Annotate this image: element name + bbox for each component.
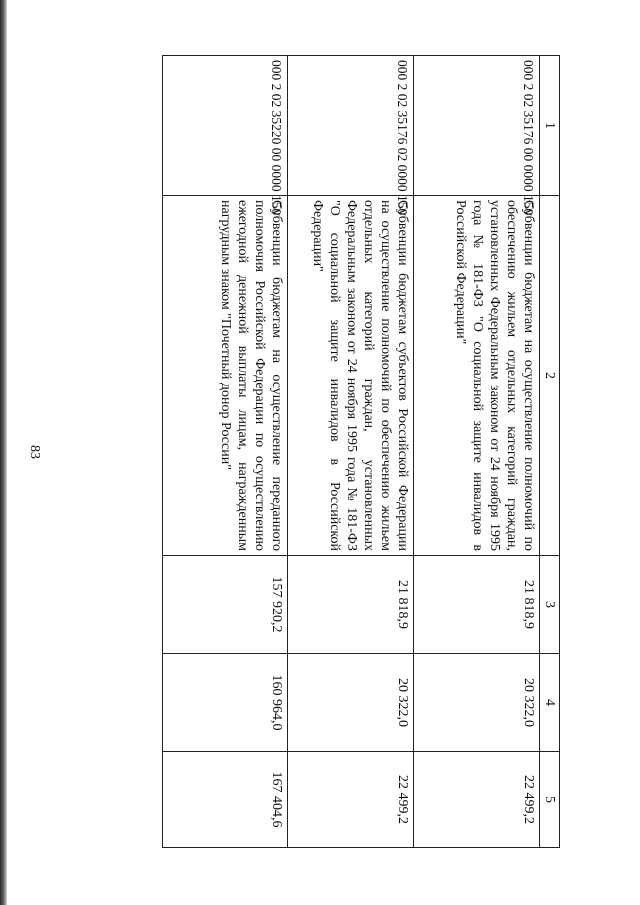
- row-value-col5: 22 499,2: [414, 752, 540, 848]
- table-row: [163, 56, 288, 848]
- row-name: Субвенции бюджетам на осуществление полномочий по обеспечению жильем отдельных категорий граждан, установленных Федеральным законом от 24 ноября 1995 года № 181-ФЗ "О социальной защите инвалидов в Российской Федерации": [414, 196, 540, 556]
- row-value-col5: 22 499,2: [288, 752, 414, 848]
- header-col-4: 4: [540, 654, 560, 752]
- header-col-3: 3: [540, 556, 560, 654]
- header-col-5: 5: [540, 752, 560, 848]
- header-col-1: 1: [540, 56, 560, 196]
- row-value-col5: 167 404,6: [163, 752, 288, 848]
- header-col-2: 2: [540, 196, 560, 556]
- row-code: 000 2 02 35176 00 0000 150: [414, 56, 540, 196]
- page-number: 83: [27, 445, 42, 459]
- row-value-col3: 21 818,9: [414, 556, 540, 654]
- row-code: 000 2 02 35220 00 0000 150: [163, 56, 288, 196]
- row-value-col3: 21 818,9: [288, 556, 414, 654]
- scan-edge-shadow: [0, 0, 7, 905]
- row-value-col4: 20 322,0: [414, 654, 540, 752]
- table-row: [288, 56, 414, 848]
- row-name: Субвенции бюджетам субъектов Российской Федерации на осуществление полномочий по обеспечению жильем отдельных категорий граждан, установленных Федеральным законом от 24 ноября 1995 года № 181-ФЗ "О социальной защите инвалидов в Российской Федерации": [288, 196, 414, 556]
- rotated-table-container: [80, 55, 560, 847]
- row-code: 000 2 02 35176 02 0000 150: [288, 56, 414, 196]
- row-value-col3: 157 920,2: [163, 556, 288, 654]
- row-value-col4: 20 322,0: [288, 654, 414, 752]
- header-row: [540, 56, 560, 848]
- row-name: Субвенции бюджетам на осуществление переданного полномочия Российской Федерации по осуществлению ежегодной денежной выплаты лицам, награжденным нагрудным знаком "Почетный донор России": [163, 196, 288, 556]
- budget-table: [162, 55, 560, 848]
- row-value-col4: 160 964,0: [163, 654, 288, 752]
- table-row: [414, 56, 540, 848]
